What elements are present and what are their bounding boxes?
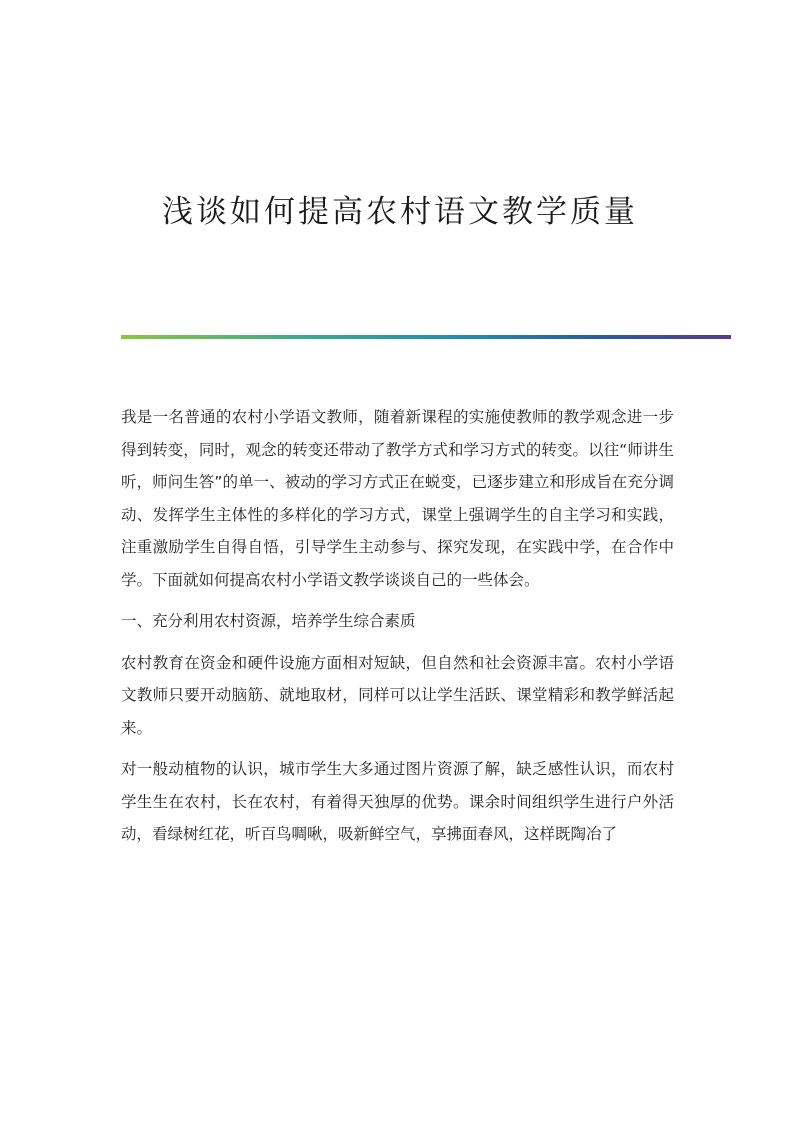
document-body: [121, 401, 674, 860]
document-title: 浅谈如何提高农村语文教学质量: [162, 194, 638, 230]
title-divider: [121, 335, 731, 339]
paragraph-nature: 对一般动植物的认识，城市学生大多通过图片资源了解，缺乏感性认识，而农村学生生在农村，长在农村，有着得天独厚的优势。课余时间组织学生进行户外活动，看绿树红花，听百鸟啁啾，吸新鲜空气，享拂面春风，这样既陶冶了: [121, 760, 674, 843]
paragraph-resources: 农村教育在资金和硬件设施方面相对短缺，但自然和社会资源丰富。农村小学语文教师只要开动脑筋、就地取材，同样可以让学生活跃、课堂精彩和教学鲜活起来。: [121, 653, 674, 737]
section-heading: 一、充分利用农村资源，培养学生综合素质: [121, 612, 416, 630]
paragraph-intro: 我是一名普通的农村小学语文教师，随着新课程的实施使教师的教学观念进一步得到转变，同时，观念的转变还带动了教学方式和学习方式的转变。以往“师讲生听，师问生答”的单一、被动的学习方式正在蜕变，已逐步建立和形成旨在充分调动、发挥学生主体性的多样化的学习方式，课堂上强调学生的自主学习和实践，注重激励学生自得自悟，引导学生主动参与、探究发现，在实践中学，在合作中学。下面就如何提高农村小学语文教学谈谈自己的一些体会。: [121, 408, 674, 589]
